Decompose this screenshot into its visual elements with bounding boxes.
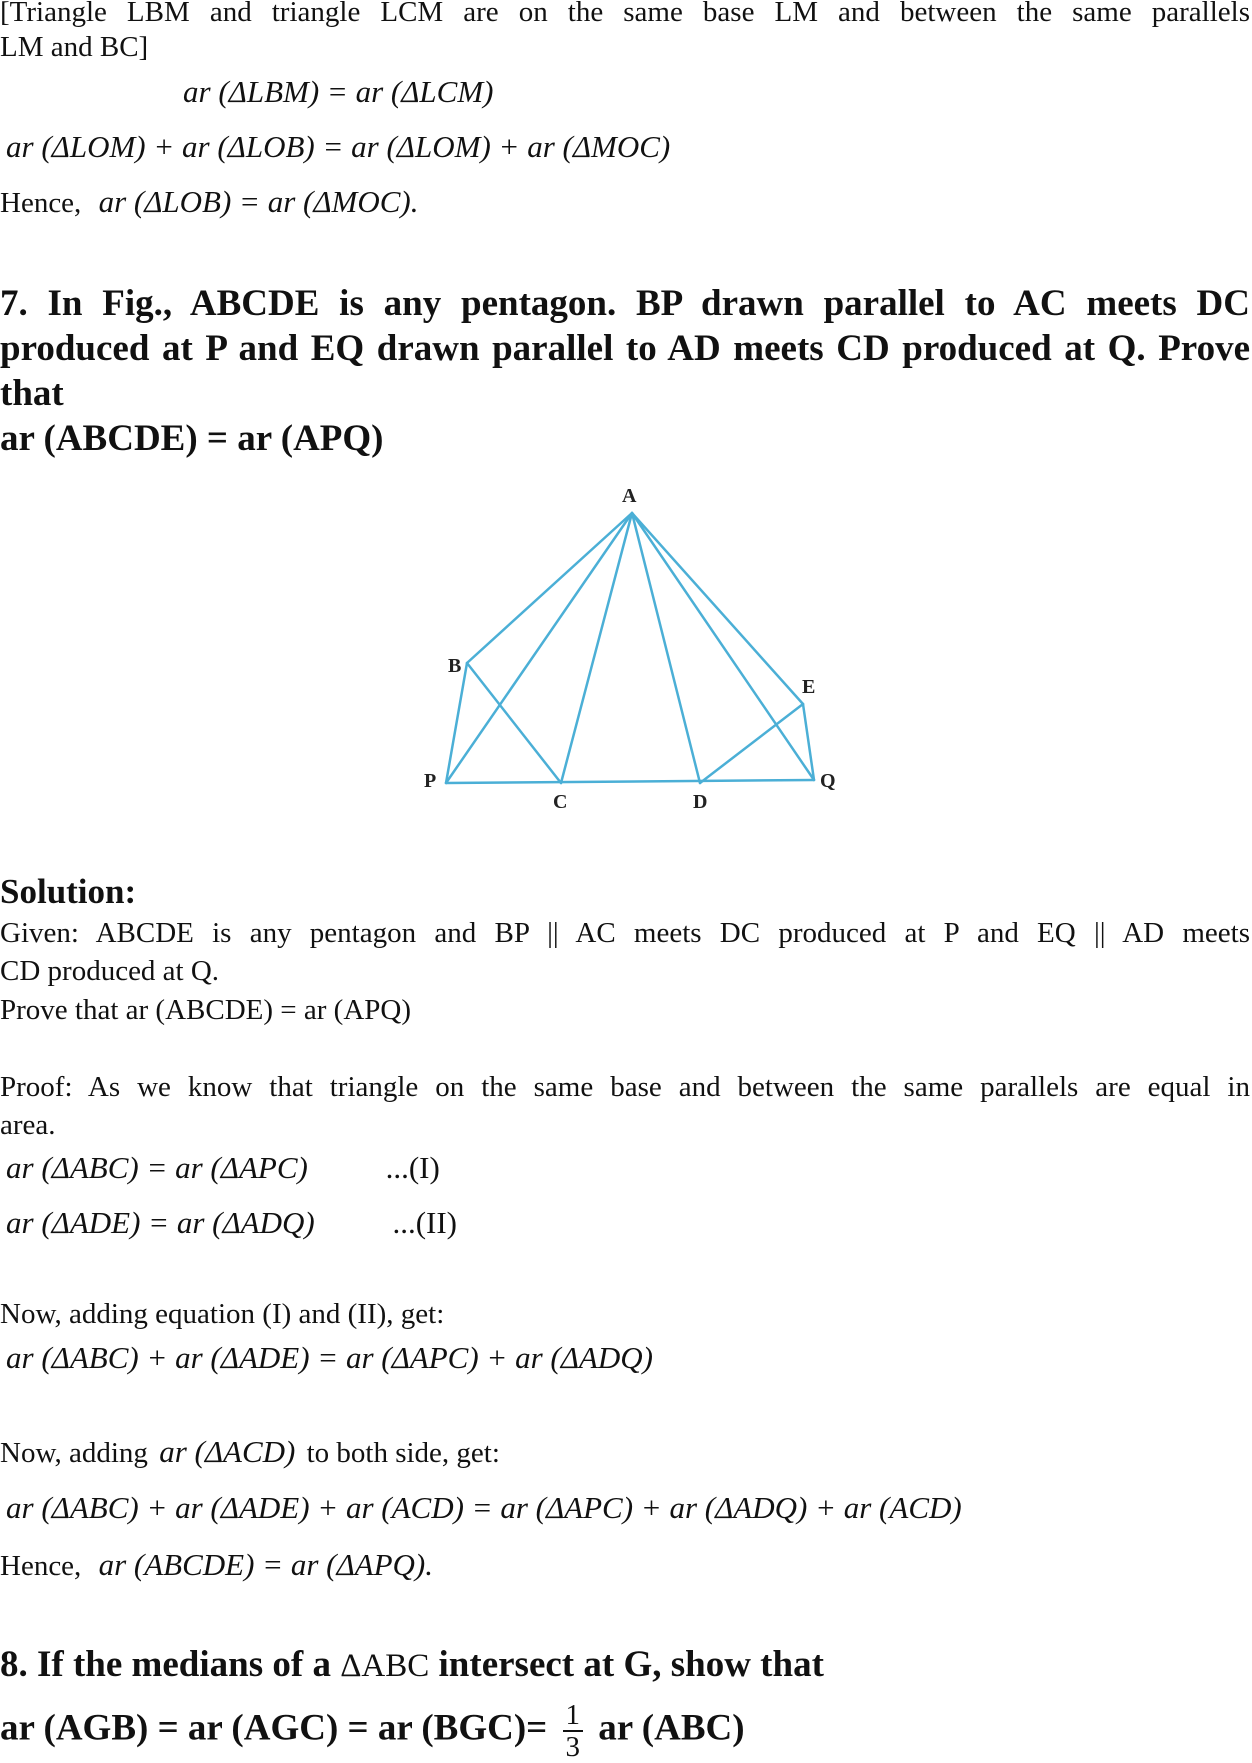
label-e: E	[802, 676, 816, 698]
given-line2: CD produced at Q.	[0, 955, 220, 987]
pentagon-figure	[0, 470, 1252, 830]
segment-de	[700, 704, 803, 783]
question-7-line1: 7. In Fig., ABCDE is any pentagon. BP drawn parallel to AC meets DC	[0, 283, 1250, 324]
fraction-denominator: 3	[565, 1731, 581, 1763]
question-7-line2: produced at P and EQ drawn parallel to AD meets CD produced at Q. Prove	[0, 328, 1250, 369]
equation-ii-tag: ...(II)	[392, 1205, 457, 1240]
equation-ii-row	[6, 1205, 457, 1241]
question-8-line1	[0, 1643, 824, 1688]
hence-line	[0, 184, 419, 221]
prove-line: Prove that ar (ABCDE) = ar (APQ)	[0, 994, 411, 1026]
proof-line2: area.	[0, 1109, 56, 1141]
adding-line1: Now, adding equation (I) and (II), get:	[0, 1298, 445, 1330]
segment-ap	[446, 513, 632, 783]
label-a: A	[622, 485, 637, 507]
label-c: C	[553, 791, 568, 813]
solution-heading: Solution:	[0, 872, 137, 911]
hence-word: Hence,	[0, 187, 82, 219]
solution-hence-word: Hence,	[0, 1550, 82, 1582]
fraction-numerator: 1	[563, 1700, 584, 1732]
label-d: D	[693, 791, 708, 813]
equation-lbm-lcm: ar (ΔLBM) = ar (ΔLCM)	[183, 74, 494, 109]
question-7-line4: ar (ABCDE) = ar (APQ)	[0, 418, 384, 459]
hence-equation: ar (ΔLOB) = ar (ΔMOC).	[98, 184, 419, 219]
segment-bc	[467, 663, 561, 783]
label-q: Q	[820, 770, 836, 792]
question-8-triangle: ΔABC	[340, 1648, 430, 1684]
segment-aq	[632, 513, 814, 780]
question-8-line2-pre: ar (AGB) = ar (AGC) = ar (BGC)=	[0, 1707, 548, 1749]
question-8-line2-post: ar (ABC)	[598, 1707, 745, 1749]
bracket-text-line2: LM and BC]	[0, 31, 149, 63]
adding-line2	[0, 1434, 500, 1471]
label-b: B	[448, 655, 462, 677]
label-p: P	[424, 770, 437, 792]
question-8-post: intersect at G, show that	[438, 1644, 824, 1685]
segment-bp	[446, 663, 467, 783]
equation-sum: ar (ΔABC) + ar (ΔADE) = ar (ΔAPC) + ar (ΔADQ)	[6, 1340, 653, 1375]
equation-i: ar (ΔABC) = ar (ΔAPC)	[6, 1150, 308, 1185]
equation-i-row	[6, 1150, 440, 1186]
segment-ae	[632, 513, 803, 704]
solution-hence-equation: ar (ABCDE) = ar (ΔAPQ).	[98, 1547, 433, 1582]
given-line1: Given: ABCDE is any pentagon and BP || AC meets DC produced at P and EQ || AD meets	[0, 917, 1250, 949]
equation-i-tag: ...(I)	[385, 1150, 440, 1185]
bracket-text-line1: [Triangle LBM and triangle LCM are on the same base LM and between the same parallels	[0, 0, 1250, 28]
segment-ad	[632, 513, 700, 783]
question-7-line3: that	[0, 373, 64, 414]
equation-lom-lob: ar (ΔLOM) + ar (ΔLOB) = ar (ΔLOM) + ar (ΔMOC)	[6, 129, 671, 164]
adding-line2-post: to both side, get:	[306, 1437, 500, 1469]
equation-total: ar (ΔABC) + ar (ΔADE) + ar (ACD) = ar (ΔAPC) + ar (ΔADQ) + ar (ACD)	[6, 1490, 962, 1525]
segment-ab	[467, 513, 632, 663]
segment-ac	[561, 513, 632, 783]
adding-line2-math: ar (ΔACD)	[159, 1434, 296, 1469]
question-8-line2	[0, 1700, 745, 1762]
proof-line1: Proof: As we know that triangle on the same base and between the same parallels are equal in	[0, 1071, 1250, 1103]
equation-ii: ar (ΔADE) = ar (ΔADQ)	[6, 1205, 315, 1240]
question-8-pre: 8. If the medians of a	[0, 1644, 331, 1685]
adding-line2-pre: Now, adding	[0, 1437, 148, 1469]
segment-pq	[446, 780, 814, 783]
solution-hence-line	[0, 1547, 433, 1584]
one-third-fraction	[563, 1700, 584, 1762]
segment-eq	[803, 704, 814, 780]
